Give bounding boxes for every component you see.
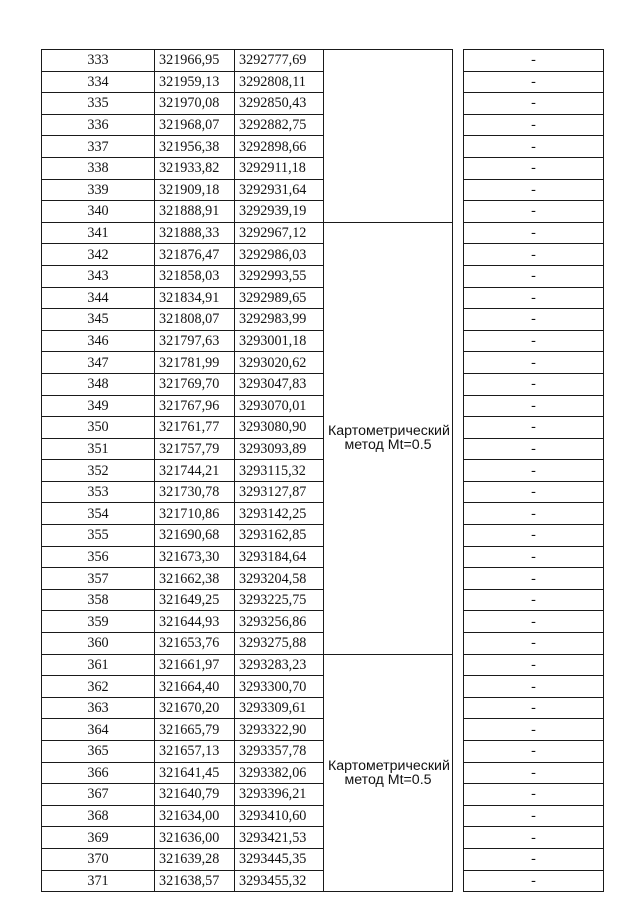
column-gap [453,201,464,223]
dash-cell: - [464,417,604,439]
dash-cell: - [464,265,604,287]
column-gap [453,50,464,72]
dash-cell: - [464,805,604,827]
table-row [42,827,604,849]
x-coordinate-cell: 321757,79 [155,438,235,460]
column-gap [453,676,464,698]
x-coordinate-cell: 321641,45 [155,762,235,784]
method-cell [324,50,453,223]
column-gap [453,762,464,784]
x-coordinate-cell: 321634,00 [155,805,235,827]
x-coordinate-cell: 321888,91 [155,201,235,223]
column-gap [453,244,464,266]
table-row [42,50,604,72]
point-number-cell: 367 [42,784,155,806]
table-row [42,848,604,870]
y-coordinate-cell: 3292777,69 [235,50,324,72]
y-coordinate-cell: 3293396,21 [235,784,324,806]
table-row [42,71,604,93]
column-gap [453,114,464,136]
y-coordinate-cell: 3293309,61 [235,697,324,719]
method-text [324,759,452,787]
dash-cell: - [464,827,604,849]
x-coordinate-cell: 321640,79 [155,784,235,806]
column-gap [453,309,464,331]
dash-cell: - [464,136,604,158]
table-row [42,265,604,287]
y-coordinate-cell: 3293020,62 [235,352,324,374]
y-coordinate-cell: 3293275,88 [235,633,324,655]
y-coordinate-cell: 3293184,64 [235,546,324,568]
x-coordinate-cell: 321657,13 [155,741,235,763]
method-line-2: метод Mt=0.5 [344,437,432,454]
column-gap [453,546,464,568]
x-coordinate-cell: 321769,70 [155,373,235,395]
x-coordinate-cell: 321968,07 [155,114,235,136]
column-gap [453,784,464,806]
table-row [42,784,604,806]
method-cell [324,654,453,892]
dash-cell: - [464,114,604,136]
y-coordinate-cell: 3292911,18 [235,157,324,179]
point-number-cell: 345 [42,309,155,331]
y-coordinate-cell: 3293225,75 [235,589,324,611]
method-line-1: Картометрический [328,757,450,774]
table-row [42,870,604,892]
point-number-cell: 356 [42,546,155,568]
method-line-2: метод Mt=0.5 [344,771,432,788]
dash-cell: - [464,395,604,417]
dash-cell: - [464,157,604,179]
x-coordinate-cell: 321673,30 [155,546,235,568]
coordinates-table [41,49,604,892]
point-number-cell: 363 [42,697,155,719]
column-gap [453,395,464,417]
point-number-cell: 357 [42,568,155,590]
y-coordinate-cell: 3292931,64 [235,179,324,201]
table-row [42,157,604,179]
dash-cell: - [464,93,604,115]
table-row [42,438,604,460]
y-coordinate-cell: 3293001,18 [235,330,324,352]
table-row [42,309,604,331]
dash-cell: - [464,481,604,503]
x-coordinate-cell: 321670,20 [155,697,235,719]
y-coordinate-cell: 3293322,90 [235,719,324,741]
table-row [42,719,604,741]
point-number-cell: 360 [42,633,155,655]
y-coordinate-cell: 3292967,12 [235,222,324,244]
point-number-cell: 354 [42,503,155,525]
table-row [42,546,604,568]
y-coordinate-cell: 3293357,78 [235,741,324,763]
point-number-cell: 362 [42,676,155,698]
x-coordinate-cell: 321933,82 [155,157,235,179]
y-coordinate-cell: 3293455,32 [235,870,324,892]
table-row [42,352,604,374]
dash-cell: - [464,309,604,331]
point-number-cell: 353 [42,481,155,503]
dash-cell: - [464,71,604,93]
column-gap [453,589,464,611]
point-number-cell: 347 [42,352,155,374]
point-number-cell: 333 [42,50,155,72]
column-gap [453,654,464,676]
column-gap [453,525,464,547]
x-coordinate-cell: 321876,47 [155,244,235,266]
x-coordinate-cell: 321665,79 [155,719,235,741]
y-coordinate-cell: 3293142,25 [235,503,324,525]
table-row [42,525,604,547]
column-gap [453,93,464,115]
point-number-cell: 358 [42,589,155,611]
y-coordinate-cell: 3293127,87 [235,481,324,503]
point-number-cell: 337 [42,136,155,158]
dash-cell: - [464,719,604,741]
table-row [42,762,604,784]
x-coordinate-cell: 321767,96 [155,395,235,417]
x-coordinate-cell: 321797,63 [155,330,235,352]
x-coordinate-cell: 321710,86 [155,503,235,525]
table-row [42,179,604,201]
dash-cell: - [464,676,604,698]
table-row [42,633,604,655]
column-gap [453,179,464,201]
column-gap [453,870,464,892]
column-gap [453,481,464,503]
dash-cell: - [464,697,604,719]
y-coordinate-cell: 3293093,89 [235,438,324,460]
column-gap [453,157,464,179]
dash-cell: - [464,50,604,72]
dash-cell: - [464,633,604,655]
table-row [42,654,604,676]
coordinates-table-body [42,50,604,892]
dash-cell: - [464,589,604,611]
column-gap [453,265,464,287]
x-coordinate-cell: 321649,25 [155,589,235,611]
y-coordinate-cell: 3292983,99 [235,309,324,331]
x-coordinate-cell: 321644,93 [155,611,235,633]
x-coordinate-cell: 321636,00 [155,827,235,849]
dash-cell: - [464,460,604,482]
table-row [42,244,604,266]
point-number-cell: 359 [42,611,155,633]
y-coordinate-cell: 3292986,03 [235,244,324,266]
point-number-cell: 364 [42,719,155,741]
dash-cell: - [464,741,604,763]
column-gap [453,330,464,352]
x-coordinate-cell: 321761,77 [155,417,235,439]
dash-cell: - [464,784,604,806]
point-number-cell: 370 [42,848,155,870]
table-row [42,676,604,698]
y-coordinate-cell: 3293204,58 [235,568,324,590]
x-coordinate-cell: 321808,07 [155,309,235,331]
x-coordinate-cell: 321730,78 [155,481,235,503]
x-coordinate-cell: 321781,99 [155,352,235,374]
table-row [42,589,604,611]
y-coordinate-cell: 3292882,75 [235,114,324,136]
dash-cell: - [464,503,604,525]
point-number-cell: 335 [42,93,155,115]
point-number-cell: 339 [42,179,155,201]
column-gap [453,222,464,244]
point-number-cell: 349 [42,395,155,417]
point-number-cell: 366 [42,762,155,784]
dash-cell: - [464,762,604,784]
dash-cell: - [464,244,604,266]
point-number-cell: 344 [42,287,155,309]
x-coordinate-cell: 321834,91 [155,287,235,309]
column-gap [453,697,464,719]
point-number-cell: 368 [42,805,155,827]
y-coordinate-cell: 3293300,70 [235,676,324,698]
method-text [324,129,452,143]
dash-cell: - [464,179,604,201]
y-coordinate-cell: 3293047,83 [235,373,324,395]
table-row [42,481,604,503]
point-number-cell: 340 [42,201,155,223]
column-gap [453,438,464,460]
point-number-cell: 352 [42,460,155,482]
table-row [42,201,604,223]
x-coordinate-cell: 321638,57 [155,870,235,892]
column-gap [453,417,464,439]
x-coordinate-cell: 321858,03 [155,265,235,287]
table-row [42,287,604,309]
dash-cell: - [464,568,604,590]
y-coordinate-cell: 3293256,86 [235,611,324,633]
dash-cell: - [464,373,604,395]
point-number-cell: 334 [42,71,155,93]
x-coordinate-cell: 321661,97 [155,654,235,676]
dash-cell: - [464,654,604,676]
x-coordinate-cell: 321909,18 [155,179,235,201]
y-coordinate-cell: 3292993,55 [235,265,324,287]
method-text [324,424,452,452]
table-row [42,503,604,525]
dash-cell: - [464,222,604,244]
dash-cell: - [464,352,604,374]
column-gap [453,136,464,158]
column-gap [453,848,464,870]
column-gap [453,287,464,309]
table-row [42,114,604,136]
x-coordinate-cell: 321966,95 [155,50,235,72]
column-gap [453,611,464,633]
dash-cell: - [464,525,604,547]
y-coordinate-cell: 3293115,32 [235,460,324,482]
column-gap [453,805,464,827]
table-row [42,136,604,158]
dash-cell: - [464,611,604,633]
x-coordinate-cell: 321959,13 [155,71,235,93]
dash-cell: - [464,287,604,309]
x-coordinate-cell: 321690,68 [155,525,235,547]
point-number-cell: 365 [42,741,155,763]
y-coordinate-cell: 3293421,53 [235,827,324,849]
point-number-cell: 336 [42,114,155,136]
column-gap [453,503,464,525]
column-gap [453,719,464,741]
table-row [42,805,604,827]
table-row [42,395,604,417]
x-coordinate-cell: 321970,08 [155,93,235,115]
table-row [42,222,604,244]
column-gap [453,568,464,590]
y-coordinate-cell: 3293162,85 [235,525,324,547]
x-coordinate-cell: 321653,76 [155,633,235,655]
y-coordinate-cell: 3292939,19 [235,201,324,223]
point-number-cell: 371 [42,870,155,892]
dash-cell: - [464,201,604,223]
column-gap [453,633,464,655]
dash-cell: - [464,870,604,892]
dash-cell: - [464,330,604,352]
x-coordinate-cell: 321639,28 [155,848,235,870]
y-coordinate-cell: 3292898,66 [235,136,324,158]
y-coordinate-cell: 3293080,90 [235,417,324,439]
point-number-cell: 338 [42,157,155,179]
y-coordinate-cell: 3292850,43 [235,93,324,115]
dash-cell: - [464,546,604,568]
point-number-cell: 369 [42,827,155,849]
y-coordinate-cell: 3292989,65 [235,287,324,309]
point-number-cell: 343 [42,265,155,287]
y-coordinate-cell: 3292808,11 [235,71,324,93]
point-number-cell: 342 [42,244,155,266]
point-number-cell: 350 [42,417,155,439]
x-coordinate-cell: 321744,21 [155,460,235,482]
x-coordinate-cell: 321664,40 [155,676,235,698]
method-cell [324,222,453,654]
table-row [42,611,604,633]
column-gap [453,827,464,849]
point-number-cell: 351 [42,438,155,460]
y-coordinate-cell: 3293410,60 [235,805,324,827]
table-row [42,568,604,590]
dash-cell: - [464,438,604,460]
point-number-cell: 341 [42,222,155,244]
point-number-cell: 361 [42,654,155,676]
table-row [42,330,604,352]
y-coordinate-cell: 3293445,35 [235,848,324,870]
table-row [42,373,604,395]
table-row [42,741,604,763]
column-gap [453,741,464,763]
table-row [42,697,604,719]
point-number-cell: 348 [42,373,155,395]
column-gap [453,352,464,374]
point-number-cell: 346 [42,330,155,352]
y-coordinate-cell: 3293382,06 [235,762,324,784]
dash-cell: - [464,848,604,870]
y-coordinate-cell: 3293283,23 [235,654,324,676]
table-row [42,417,604,439]
y-coordinate-cell: 3293070,01 [235,395,324,417]
column-gap [453,71,464,93]
x-coordinate-cell: 321956,38 [155,136,235,158]
column-gap [453,460,464,482]
column-gap [453,373,464,395]
method-line-1: Картометрический [328,423,450,440]
x-coordinate-cell: 321888,33 [155,222,235,244]
x-coordinate-cell: 321662,38 [155,568,235,590]
table-row [42,460,604,482]
point-number-cell: 355 [42,525,155,547]
table-row [42,93,604,115]
